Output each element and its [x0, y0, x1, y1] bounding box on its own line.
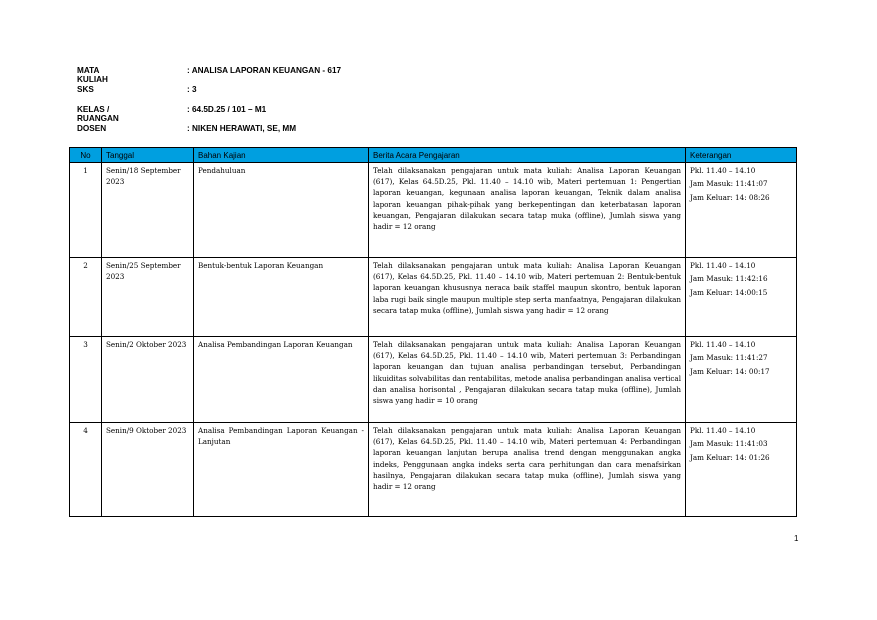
- teaching-log-table: [69, 147, 797, 517]
- notes-time: Pkl. 11.40 – 14.10: [690, 166, 756, 175]
- lecturer-label: DOSEN: [77, 123, 107, 133]
- row-notes: [686, 163, 797, 258]
- row-date: Senin/25 September 2023: [102, 258, 194, 337]
- col-topic-header: Bahan Kajian: [194, 148, 369, 163]
- notes-check-in: Jam Masuk: 11:41:27: [690, 353, 768, 363]
- row-report: Telah dilaksanakan pengajaran untuk mata kuliah: Analisa Laporan Keuangan (617), Kelas 64.5D.25, Pkl. 11.40 – 14.10 wib, Materi pertemuan 3: Perbandingan laporan keuangan dan tujuan analisa perbandingan tersebut, Perbandingan likuiditas solvabilitas dan rentabilitas, metode analisa perbandingan analisa vertical dan analisa horisontal , Pengajaran dilakukan secara tatap muka (offline), Jumlah siswa yang hadir = 10 orang: [369, 337, 686, 423]
- row-report: Telah dilaksanakan pengajaran untuk mata kuliah: Analisa Laporan Keuangan (617), Kelas 64.5D.25, Pkl. 11.40 – 14.10 wib, Materi pertemuan 2: Bentuk-bentuk laporan keuangan khususnya neraca baik staffel maupun skontro, bentuk laporan laba rugi baik single maupun multiple step serta manfaatnya, Pengajaran dilakukan secara tatap muka (offline), Jumlah siswa yang hadir = 12 orang: [369, 258, 686, 337]
- row-date: Senin/2 Oktober 2023: [102, 337, 194, 423]
- sks-value: : 3: [187, 85, 197, 95]
- notes-time: Pkl. 11.40 – 14.10: [690, 340, 756, 349]
- col-notes-header: Keterangan: [686, 148, 797, 163]
- row-report: Telah dilaksanakan pengajaran untuk mata kuliah: Analisa Laporan Keuangan (617), Kelas 64.5D.25, Pkl. 11.40 – 14.10 wib, Materi pertemuan 4: Perbandingan laporan keuangan lanjutan berupa analisa trend dengan menggunakan angka indeks, Penggunaan angka indeks serta cara perhitungan dan cara menafsirkan hasilnya, Pengajaran dilakukan secara tatap muka (offline), Jumlah siswa yang hadir = 12 orang: [369, 423, 686, 517]
- row-no: 1: [70, 163, 102, 258]
- notes-check-out: Jam Keluar: 14:00:15: [690, 287, 768, 297]
- table-row: [70, 337, 797, 423]
- table-row: [70, 423, 797, 517]
- notes-check-out: Jam Keluar: 14: 08:26: [690, 192, 770, 202]
- row-topic: Analisa Pembandingan Laporan Keuangan - Lanjutan: [194, 423, 369, 517]
- row-topic: Bentuk-bentuk Laporan Keuangan: [194, 258, 369, 337]
- table-header-row: [70, 148, 797, 163]
- notes-time: Pkl. 11.40 – 14.10: [690, 426, 756, 435]
- notes-check-out: Jam Keluar: 14: 01:26: [690, 452, 770, 462]
- sks-label: SKS: [77, 85, 94, 95]
- course-value: : ANALISA LAPORAN KEUANGAN - 617: [187, 66, 342, 75]
- row-notes: [686, 258, 797, 337]
- row-topic: Analisa Pembandingan Laporan Keuangan: [194, 337, 369, 423]
- lecturer-value: : NIKEN HERAWATI, SE, MM: [187, 123, 297, 133]
- notes-check-in: Jam Masuk: 11:42:16: [690, 274, 768, 284]
- course-label: MATA KULIAH: [77, 66, 108, 84]
- page-number: 1: [794, 534, 799, 543]
- class-value: : 64.5D.25 / 101 – M1: [187, 104, 267, 114]
- row-date: Senin/18 September 2023: [102, 163, 194, 258]
- table-row: [70, 163, 797, 258]
- notes-time: Pkl. 11.40 – 14.10: [690, 261, 756, 270]
- class-label: KELAS / RUANGAN: [77, 104, 119, 123]
- col-no-header: No: [70, 148, 102, 163]
- row-no: 3: [70, 337, 102, 423]
- row-topic: Pendahuluan: [194, 163, 369, 258]
- col-date-header: Tanggal: [102, 148, 194, 163]
- row-no: 4: [70, 423, 102, 517]
- notes-check-out: Jam Keluar: 14: 00:17: [690, 366, 770, 376]
- col-report-header: Berita Acara Pengajaran: [369, 148, 686, 163]
- row-date: Senin/9 Oktober 2023: [102, 423, 194, 517]
- notes-check-in: Jam Masuk: 11:41:07: [690, 179, 768, 189]
- row-notes: [686, 337, 797, 423]
- table-row: [70, 258, 797, 337]
- row-report: Telah dilaksanakan pengajaran untuk mata kuliah: Analisa Laporan Keuangan (617), Kelas 64.5D.25, Pkl. 11.40 – 14.10 wib, Materi pertemuan 1: Pengertian laporan keuangan, kegunaan analisa laporan keuangan, Teknik dalam analisa laporan keuangan pihak-pihak yang berkepentingan dan keterbatasan laporan keuangan, Pengajaran dilakukan secara tatap muka (offline), Jumlah siswa yang hadir = 12 orang: [369, 163, 686, 258]
- row-no: 2: [70, 258, 102, 337]
- row-notes: [686, 423, 797, 517]
- notes-check-in: Jam Masuk: 11:41:03: [690, 439, 768, 449]
